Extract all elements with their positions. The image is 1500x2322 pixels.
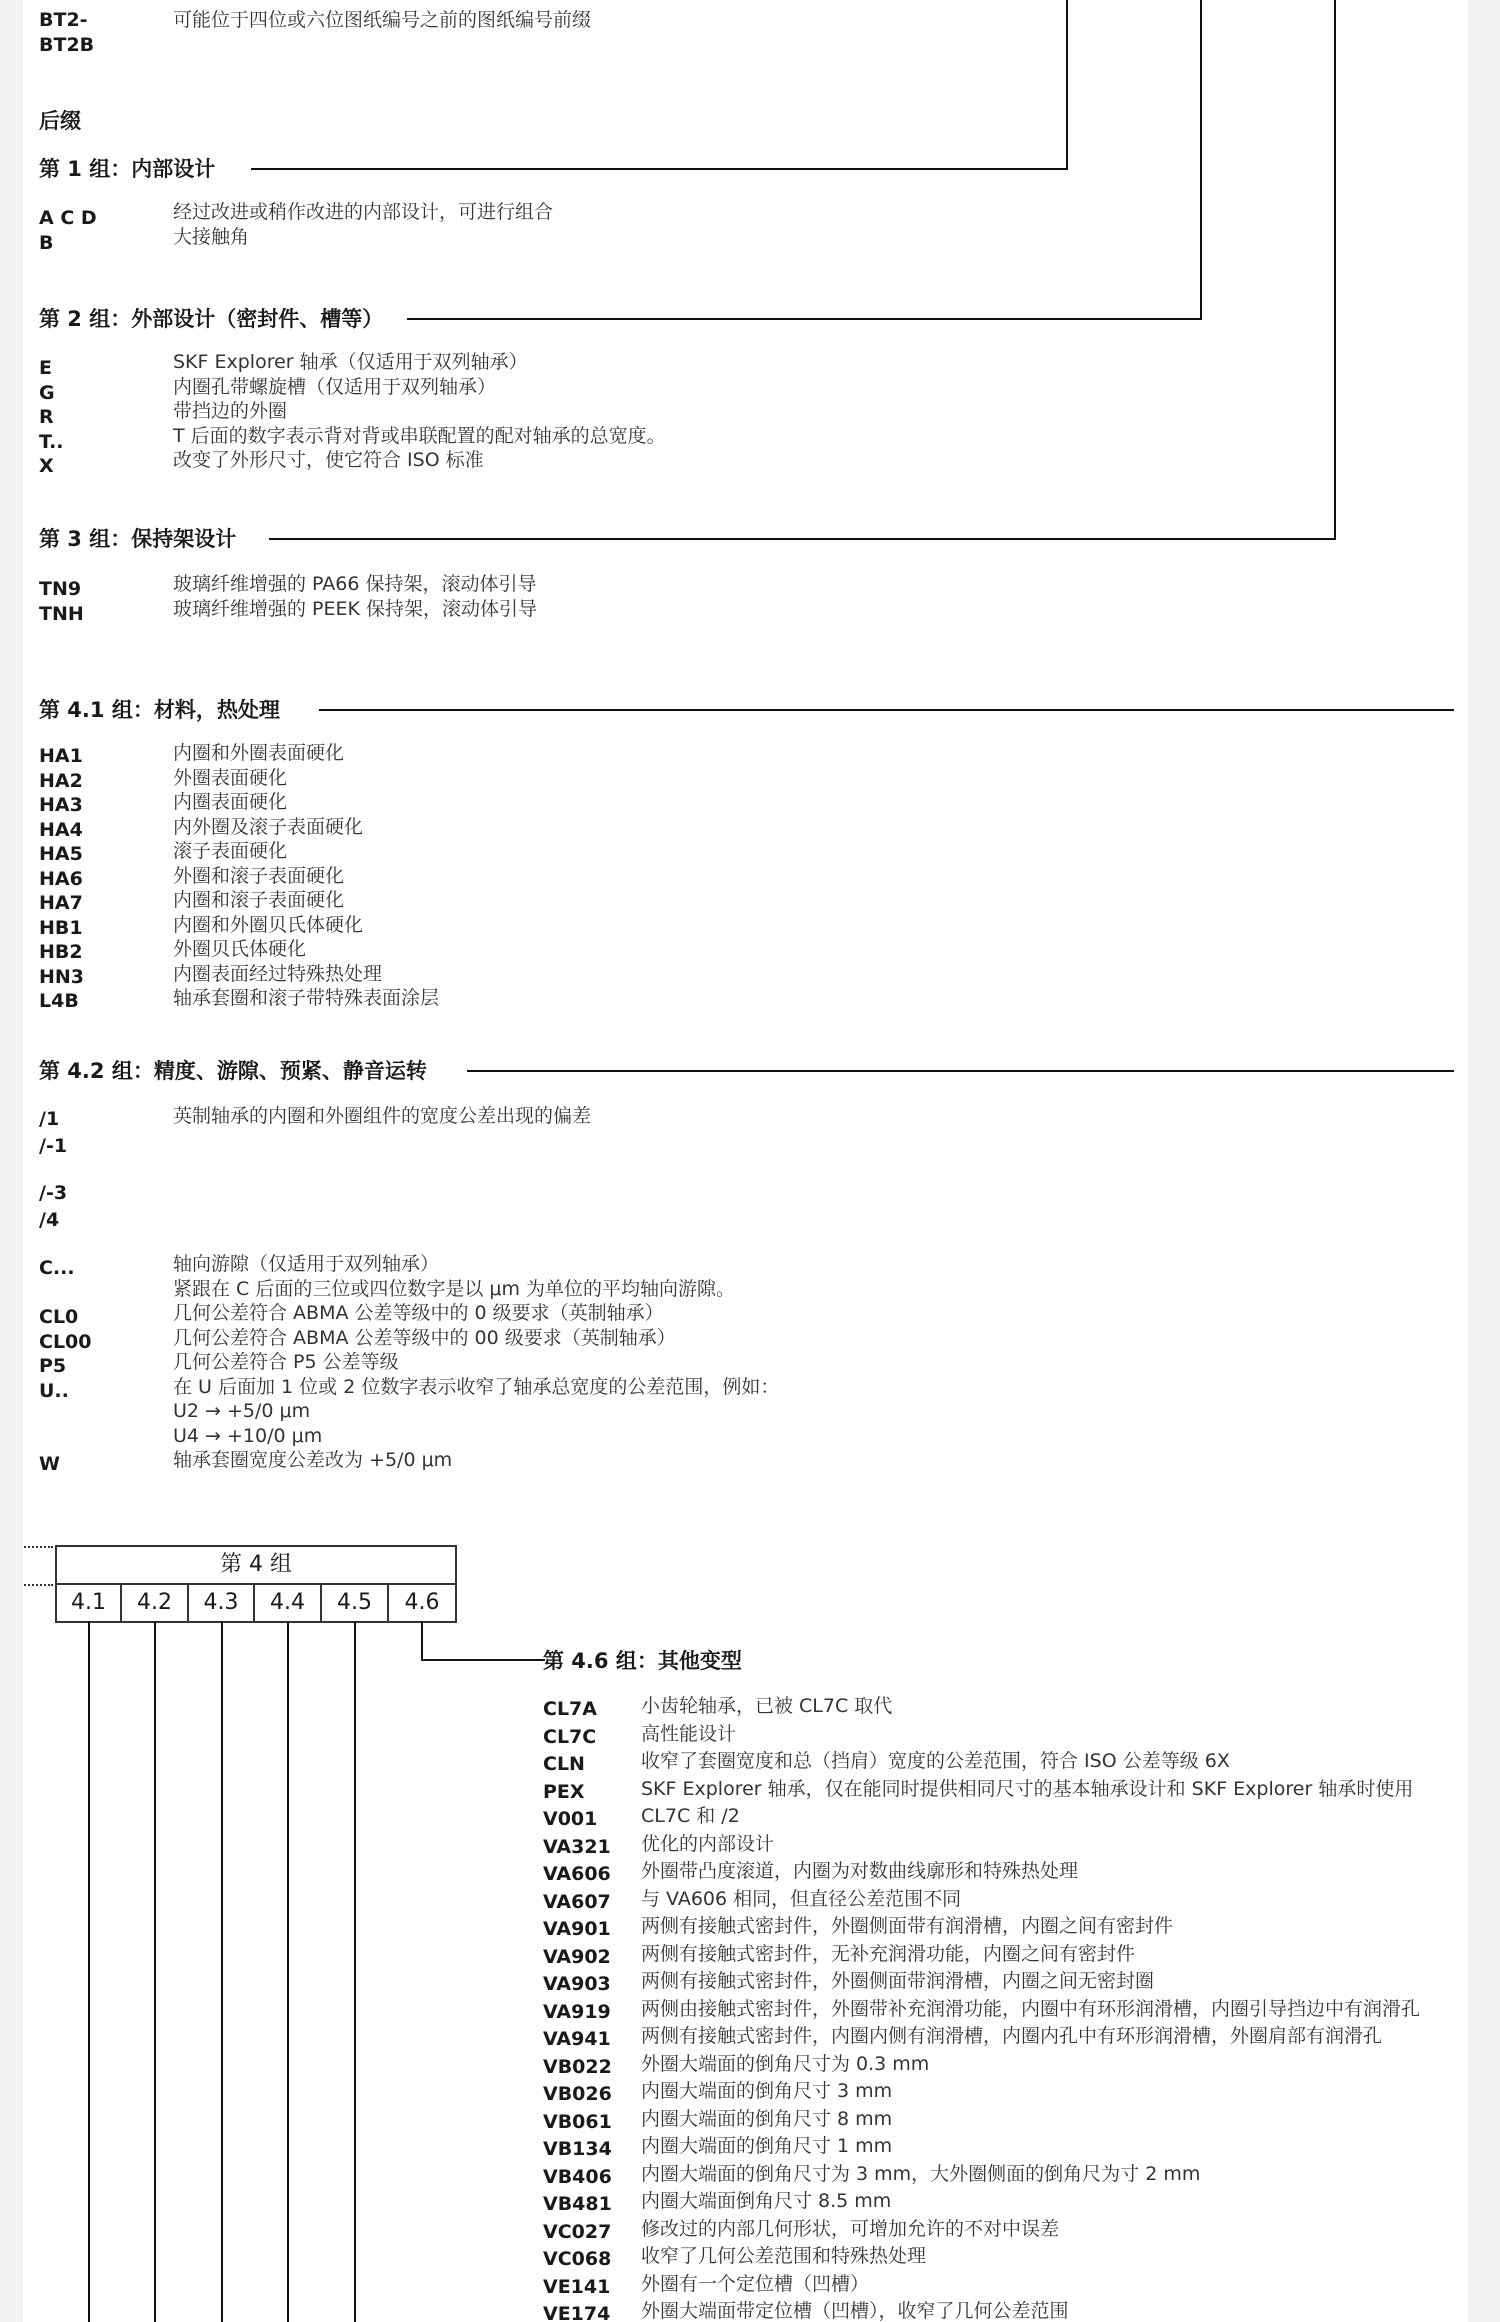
group2-title: 第 2 组：外部设计（密封件、槽等）: [39, 307, 384, 331]
list-item-code: E: [39, 357, 52, 379]
list-item-code: VA607: [543, 1890, 611, 1913]
list-item-desc: 小齿轮轴承，已被 CL7C 取代: [641, 1695, 893, 1717]
list-item-code: VB026: [543, 2083, 612, 2105]
list-item-code: /4: [39, 1209, 60, 1231]
list-item-code: TNH: [39, 602, 84, 625]
list-item-code: [39, 1428, 92, 1453]
group4-cell: 4.4: [253, 1583, 322, 1623]
document-page: [23, 0, 1468, 2322]
list-item-code: U..: [39, 1379, 69, 1402]
group4-cell: 4.1: [55, 1583, 122, 1623]
list-item-code: /1: [39, 1108, 60, 1130]
list-item-desc: 几何公差符合 P5 公差等级: [173, 1351, 399, 1373]
list-item-desc: 内圈和滚子表面硬化: [173, 889, 345, 911]
list-item: [543, 2189, 1468, 2217]
list-item-code: VA902: [543, 1945, 611, 1968]
list-item-code: /-3: [39, 1182, 68, 1204]
list-item-code: B: [39, 231, 54, 254]
list-item-desc: 紧跟在 C 后面的三位或四位数字是以 μm 为单位的平均轴向游隙。: [173, 1277, 736, 1300]
list-item-desc: 优化的内部设计: [641, 1832, 775, 1855]
list-item-code: P5: [39, 1355, 67, 1377]
list-item: [543, 1722, 1468, 1750]
list-item-desc: 修改过的内部几何形状，可增加允许的不对中误差: [641, 2217, 1060, 2240]
dotted-lead: [23, 1584, 53, 1586]
list-item-code: CL0: [39, 1306, 79, 1328]
list-item-desc: 内圈和外圈表面硬化: [173, 742, 345, 764]
group46-title: 第 4.6 组：其他变型: [543, 1649, 742, 1673]
list-item-code: PEX: [543, 1780, 585, 1803]
prefix-code: BT2-: [39, 9, 88, 31]
list-item-desc: 两侧有接触式密封件，内圈内侧有润滑槽，内圈内孔中有环形润滑槽，外圈肩部有润滑孔: [641, 2025, 1383, 2047]
list-item-code: VB406: [543, 2165, 612, 2188]
list-item-code: VA901: [543, 1918, 611, 1940]
list-item-desc: 内圈大端面的倒角尺寸 1 mm: [641, 2135, 893, 2157]
list-item-desc: 内圈和外圈贝氏体硬化: [173, 913, 364, 936]
list-item: [543, 2217, 1468, 2245]
list-item-code: C...: [39, 1257, 75, 1279]
group46-list: [543, 1694, 1468, 2322]
list-item: [543, 2162, 1468, 2190]
group3-descs: [173, 572, 537, 621]
list-item: [543, 2052, 1468, 2080]
list-item-code: R: [39, 406, 54, 428]
group3-rule: [269, 538, 1336, 540]
list-item-desc: SKF Explorer 轴承，仅在能同时提供相同尺寸的基本轴承设计和 SKF Explorer 轴承时使用: [641, 1777, 1414, 1800]
connector-line: [221, 1621, 223, 2322]
dotted-lead: [23, 1546, 53, 1548]
list-item-code: HA5: [39, 843, 83, 865]
list-item-code: VB061: [543, 2110, 612, 2133]
list-item-desc: 改变了外形尺寸，使它符合 ISO 标准: [173, 449, 484, 471]
group1-title: 第 1 组：内部设计: [39, 157, 216, 181]
list-item: [543, 2244, 1468, 2272]
group41-codes: [39, 744, 84, 1014]
group42-codes-a: [39, 1106, 67, 1160]
list-item: [543, 1942, 1468, 1970]
list-item-desc: 两侧有接触式密封件，外圈侧面带有润滑槽，内圈之间有密封件: [641, 1915, 1174, 1937]
list-item-code: HA6: [39, 867, 83, 890]
group41-rule: [319, 709, 1454, 711]
list-item: [543, 2079, 1468, 2107]
list-item-desc: U4 → +10/0 μm: [173, 1424, 323, 1447]
connector-line: [421, 1621, 423, 1661]
list-item-desc: 收窄了几何公差范围和特殊热处理: [641, 2245, 927, 2267]
list-item-desc: 内外圈及滚子表面硬化: [173, 815, 364, 838]
list-item: [543, 1859, 1468, 1887]
list-item-code: CL7C: [543, 1725, 597, 1748]
list-item-code: [39, 1281, 92, 1306]
list-item-code: V001: [543, 1808, 598, 1830]
group3-codes: [39, 577, 84, 626]
connector-line: [354, 1621, 356, 2322]
list-item-code: HB2: [39, 941, 83, 963]
list-item-desc: 内圈表面硬化: [173, 791, 288, 813]
list-item-desc: 在 U 后面加 1 位或 2 位数字表示收窄了轴承总宽度的公差范围，例如：: [173, 1375, 780, 1398]
list-item-desc: 滚子表面硬化: [173, 840, 288, 862]
list-item-code: VA941: [543, 2028, 611, 2050]
list-item-code: G: [39, 381, 55, 404]
list-item-desc: 外圈有一个定位槽（凹槽）: [641, 2272, 870, 2295]
group4-cell: 4.6: [387, 1583, 457, 1623]
list-item-code: T..: [39, 430, 64, 453]
list-item-desc: 经过改进或稍作改进的内部设计，可进行组合: [173, 201, 554, 223]
list-item-desc: 内圈大端面的倒角尺寸 8 mm: [641, 2107, 893, 2130]
list-item-code: X: [39, 455, 54, 477]
list-item-desc: 外圈和滚子表面硬化: [173, 864, 345, 887]
connector-line: [1200, 0, 1202, 320]
list-item-desc: 两侧有接触式密封件，外圈侧面带润滑槽，内圈之间无密封圈: [641, 1970, 1155, 1992]
group3-title: 第 3 组：保持架设计: [39, 527, 237, 551]
prefix-desc: 可能位于四位或六位图纸编号之前的图纸编号前缀: [173, 9, 592, 31]
group1-rule: [251, 168, 1068, 170]
list-item-desc: 两侧由接触式密封件，外圈带补充润滑功能，内圈中有环形润滑槽，内圈引导挡边中有润滑孔: [641, 1997, 1421, 2020]
list-item-code: VB022: [543, 2055, 612, 2078]
list-item-desc: 内圈表面经过特殊热处理: [173, 962, 383, 985]
group42-descs-c: [173, 1252, 779, 1473]
list-item: [543, 1969, 1468, 1997]
group4-cell: 4.5: [320, 1583, 389, 1623]
list-item-code: HA7: [39, 892, 83, 914]
list-item-desc: 内圈大端面倒角尺寸 8.5 mm: [641, 2190, 892, 2212]
suffix-title: 后缀: [39, 109, 81, 133]
list-item-desc: 几何公差符合 ABMA 公差等级中的 0 级要求（英制轴承）: [173, 1302, 664, 1324]
list-item-code: VE141: [543, 2275, 611, 2298]
list-item-code: VA606: [543, 1863, 611, 1885]
list-item-desc: 内圈大端面的倒角尺寸 3 mm: [641, 2080, 893, 2102]
list-item-code: HB1: [39, 916, 83, 939]
list-item-code: W: [39, 1453, 60, 1475]
list-item-desc: 外圈带凸度滚道，内圈为对数曲线廓形和特殊热处理: [641, 1860, 1079, 1882]
list-item-desc: 英制轴承的内圈和外圈组件的宽度公差出现的偏差: [173, 1105, 592, 1127]
group4-cell: 4.2: [120, 1583, 189, 1623]
connector-line: [88, 1621, 90, 2322]
list-item-code: VC068: [543, 2248, 612, 2270]
list-item: [543, 2134, 1468, 2162]
group42-codes-c: [39, 1256, 92, 1477]
list-item-code: HA4: [39, 818, 83, 841]
list-item: [543, 1887, 1468, 1915]
list-item-code: VE174: [543, 2303, 611, 2322]
list-item-desc: SKF Explorer 轴承（仅适用于双列轴承）: [173, 351, 528, 373]
list-item: [543, 1914, 1468, 1942]
list-item: [543, 2024, 1468, 2052]
list-item-desc: 内圈大端面的倒角尺寸为 3 mm，大外圈侧面的倒角尺为寸 2 mm: [641, 2162, 1201, 2185]
list-item: [543, 1997, 1468, 2025]
list-item-code: CL00: [39, 1330, 92, 1353]
list-item-code: HA2: [39, 769, 83, 792]
group2-codes: [39, 356, 64, 479]
group2-descs: [173, 350, 666, 473]
list-item-desc: 玻璃纤维增强的 PA66 保持架，滚动体引导: [173, 573, 537, 595]
list-item: [543, 2299, 1468, 2322]
list-item-code: A C D: [39, 207, 97, 229]
list-item-code: CL7A: [543, 1698, 597, 1720]
group41-descs: [173, 741, 439, 1011]
list-item-desc: 带挡边的外圈: [173, 400, 288, 422]
connector-line: [1066, 0, 1068, 170]
list-item: [543, 1777, 1468, 1805]
list-item-desc: CL7C 和 /2: [641, 1805, 740, 1827]
group42-title: 第 4.2 组：精度、游隙、预紧、静音运转: [39, 1059, 427, 1083]
list-item-desc: 外圈大端面带定位槽（凹槽），收窄了几何公差范围: [641, 2300, 1069, 2322]
group42-descs-a: [173, 1104, 591, 1129]
group4-cell: 4.3: [187, 1583, 255, 1623]
list-item-desc: 轴向游隙（仅适用于双列轴承）: [173, 1253, 440, 1275]
group42-rule: [467, 1070, 1454, 1072]
list-item-desc: T 后面的数字表示背对背或串联配置的配对轴承的总宽度。: [173, 424, 666, 447]
list-item-desc: 内圈孔带螺旋槽（仅适用于双列轴承）: [173, 375, 497, 398]
group2-rule: [407, 318, 1202, 320]
list-item-code: CLN: [543, 1753, 585, 1775]
group1-codes: [39, 206, 97, 255]
list-item-desc: 外圈贝氏体硬化: [173, 938, 307, 960]
list-item-desc: 轴承套圈宽度公差改为 +5/0 μm: [173, 1449, 453, 1471]
list-item: [543, 1804, 1468, 1832]
list-item-desc: 收窄了套圈宽度和总（挡肩）宽度的公差范围，符合 ISO 公差等级 6X: [641, 1750, 1230, 1772]
connector-line: [421, 1659, 545, 1661]
group4-label-box: 第 4 组: [55, 1545, 457, 1585]
list-item-code: TN9: [39, 578, 82, 600]
list-item-desc: 大接触角: [173, 225, 250, 248]
list-item-desc: 玻璃纤维增强的 PEEK 保持架，滚动体引导: [173, 597, 538, 620]
list-item-desc: 两侧有接触式密封件，无补充润滑功能，内圈之间有密封件: [641, 1942, 1136, 1965]
list-item-code: VA903: [543, 1973, 611, 1995]
list-item-code: VA919: [543, 2000, 611, 2023]
list-item: [543, 2272, 1468, 2300]
list-item-code: VB134: [543, 2138, 612, 2160]
list-item-code: HA3: [39, 794, 83, 816]
list-item-code: [39, 1403, 92, 1428]
list-item-code: HA1: [39, 745, 83, 767]
list-item-desc: 轴承套圈和滚子带特殊表面涂层: [173, 987, 440, 1009]
list-item-code: L4B: [39, 990, 79, 1012]
list-item: [543, 1832, 1468, 1860]
group1-descs: [173, 200, 553, 249]
list-item-desc: 外圈表面硬化: [173, 766, 288, 789]
list-item-desc: 高性能设计: [641, 1722, 737, 1745]
group42-codes-b: [39, 1180, 67, 1234]
list-item-desc: 外圈大端面的倒角尺寸为 0.3 mm: [641, 2052, 930, 2075]
list-item-desc: U2 → +5/0 μm: [173, 1400, 311, 1422]
connector-line: [287, 1621, 289, 2322]
list-item-desc: 与 VA606 相同，但直径公差范围不同: [641, 1887, 962, 1910]
list-item-desc: 几何公差符合 ABMA 公差等级中的 00 级要求（英制轴承）: [173, 1326, 676, 1349]
group41-title: 第 4.1 组：材料，热处理: [39, 698, 280, 722]
connector-line: [1334, 0, 1336, 540]
list-item: [543, 2107, 1468, 2135]
list-item: [543, 1694, 1468, 1722]
list-item-code: VB481: [543, 2193, 612, 2215]
list-item-code: HN3: [39, 965, 85, 988]
list-item-code: VA321: [543, 1835, 611, 1858]
prefix-code: BT2B: [39, 34, 95, 56]
connector-line: [154, 1621, 156, 2322]
list-item: [543, 1749, 1468, 1777]
list-item-code: VC027: [543, 2220, 612, 2243]
list-item-code: /-1: [39, 1135, 68, 1157]
